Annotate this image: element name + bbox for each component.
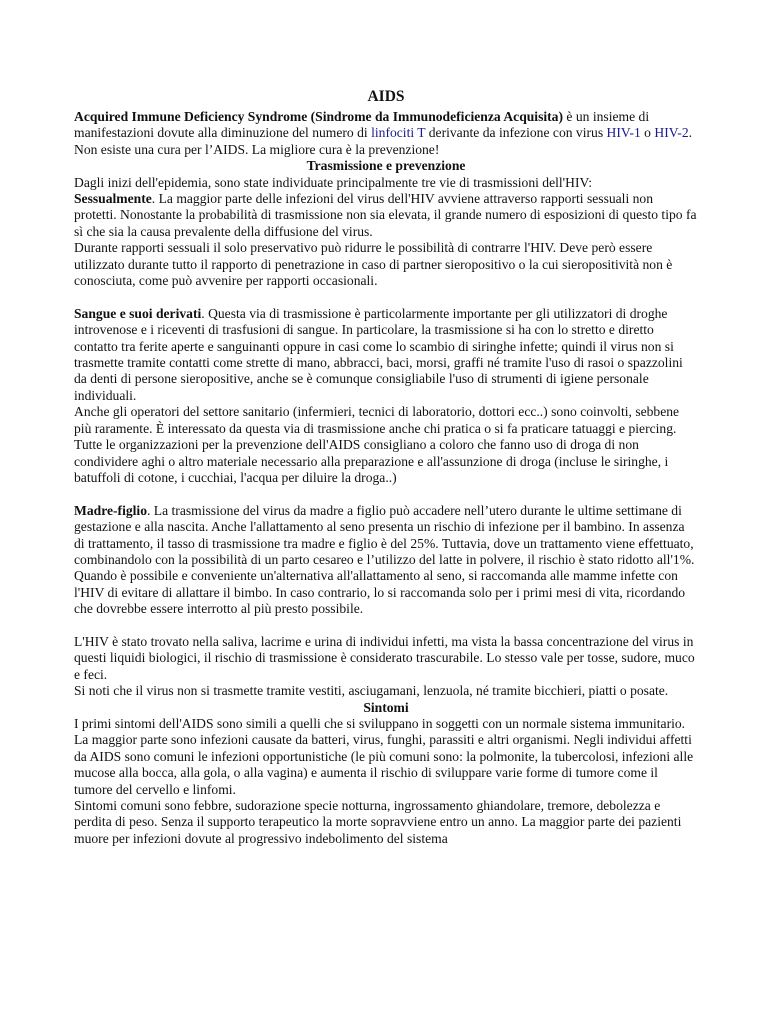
intro-text-1: è un insieme di manifestazioni dovute alla diminuzione del numero di: [74, 109, 650, 141]
link-hiv1[interactable]: HIV-1: [606, 125, 641, 141]
document-body: [74, 88, 698, 847]
spacer: [74, 618, 698, 634]
sangue-label: Sangue e suoi derivati: [74, 305, 202, 321]
trasmissione-lead: Dagli inizi dell'epidemia, sono state individuate principalmente tre vie di trasmissioni dell'HIV:: [74, 174, 593, 190]
spacer: [74, 289, 698, 305]
spacer: [74, 486, 698, 502]
madre-paragraph: [74, 503, 698, 569]
organizzazioni-paragraph: Tutte le organizzazioni per la prevenzione dell'AIDS consigliano a coloro che fanno uso di droga di non condividere aghi o altro materiale necessario alla preparazione e all'assunzione di droga (incluse le siringhe, i batuffoli di cotone, i cucchiai, l'acqua per diluire la droga..): [74, 437, 669, 485]
sessualmente-label: Sessualmente: [74, 191, 152, 207]
saliva-paragraph: L'HIV è stato trovato nella saliva, lacrime e urina di individui infetti, ma vista la bassa concentrazione del virus in questi liquidi biologici, il rischio di trasmissione è considerato trascurabile. Lo stesso vale per tosse, sudore, muco e feci.: [74, 633, 695, 682]
sangue-paragraph: [74, 306, 698, 404]
intro-paragraph: [74, 109, 698, 142]
link-hiv2[interactable]: HIV-2: [654, 125, 689, 141]
sessualmente-paragraph: [74, 191, 698, 240]
allattamento-paragraph: Quando è possibile e conveniente un'alternativa all'allattamento al seno, si raccomanda alle mamme infette con l'HIV di evitare di allattare il bimbo. In caso contrario, lo si raccomanda solo per i primi mesi di vita, ricordando che dovrebbe essere interrotto al più presto possibile.: [74, 568, 686, 617]
madre-text: . La trasmissione del virus da madre a figlio può accadere nell’utero durante le ultime settimane di gestazione e alla nascita. Anche l'allattamento al seno presenta un rischio di infezione per il bambino. In assenza di trattamento, il tasso di trasmissione tra madre e figlio è del 25%. Tuttavia, dove un trattamento viene effettuato, combinandolo con la possibilità di un parto cesareo e l’utilizzo del latte in polvere, il rischio è stato ridotto all'1%.: [74, 502, 695, 567]
vestiti-paragraph: Si noti che il virus non si trasmette tramite vestiti, asciugamani, lenzuola, né tramite bicchieri, piatti o posate.: [74, 683, 669, 699]
madre-label: Madre-figlio: [74, 502, 147, 518]
sangue-text: . Questa via di trasmissione è particolarmente importante per gli utilizzatori di droghe introvenose e i riceventi di trasfusioni di sangue. In particolare, la trasmissione si ha con lo stretto e diretto contatto tra ferite aperte e sanguinanti oppure in casi come lo scambio di siringhe infette; quindi il virus non si trasmette tramite contatti come strette di mano, abbracci, baci, morsi, graffi né tramite l'uso di rasoi o spazzolini da denti di persone sieropositive, anche se è comunque consigliabile l'uso di strumenti di igiene personale individuali.: [74, 305, 683, 403]
link-linfociti[interactable]: linfociti T: [371, 125, 426, 141]
sintomi-paragraph-2: Sintomi comuni sono febbre, sudorazione specie notturna, ingrossamento ghiandolare, tremore, debolezza e perdita di peso. Senza il supporto terapeutico la morte sopravviene entro un anno. La maggior parte dei pazienti muore per infezioni dovute al progressivo indebolimento del sistema: [74, 798, 682, 846]
heading-sintomi: Sintomi: [363, 699, 409, 715]
intro-cure: Non esiste una cura per l’AIDS. La migliore cura è la prevenzione!: [74, 141, 440, 157]
intro-text-2: derivante da infezione con virus: [425, 125, 607, 141]
intro-term: Acquired Immune Deficiency Syndrome (Sindrome da Immunodeficienza Acquisita): [74, 109, 564, 124]
intro-text-4: .: [688, 125, 693, 141]
heading-trasmissione: Trasmissione e prevenzione: [306, 158, 466, 174]
sintomi-paragraph: I primi sintomi dell'AIDS sono simili a quelli che si sviluppano in soggetti con un normale sistema immunitario. La maggior parte sono infezioni causate da batteri, virus, funghi, parassiti e altri organismi. Negli individui affetti da AIDS sono comuni le infezioni opportunistiche (le più comuni sono: la polmonite, la tubercolosi, infezioni alle mucose alla bocca, alla gola, o alla vagina) e aumenta il rischio di sviluppare varie forme di tumore come il tumore del cervello e linfomi.: [74, 715, 694, 797]
preservativo-paragraph: Durante rapporti sessuali il solo preservativo può ridurre le possibilità di contrarre l'HIV. Deve però essere utilizzato durante tutto il rapporto di penetrazione in caso di partner sieropositivo o la cui sieropositività non è conosciuta, come può avvenire per rapporti occasionali.: [74, 240, 673, 289]
intro-text-3: o: [640, 125, 655, 141]
page-title: AIDS: [367, 88, 405, 105]
operatori-paragraph: Anche gli operatori del settore sanitario (infermieri, tecnici di laboratorio, dottori ecc..) sono coinvolti, sebbene più raramente. È interessato da questa via di trasmissione anche chi pratica o si fa praticare tatuaggi e piercing.: [74, 404, 680, 436]
sessualmente-text: . La maggior parte delle infezioni del virus dell'HIV avviene attraverso rapporti sessuali non protetti. Nonostante la probabilità di trasmissione non sia elevata, il grande numero di esposizioni di questo tipo fa sì che sia la causa prevalente della diffusione del virus.: [74, 191, 697, 239]
